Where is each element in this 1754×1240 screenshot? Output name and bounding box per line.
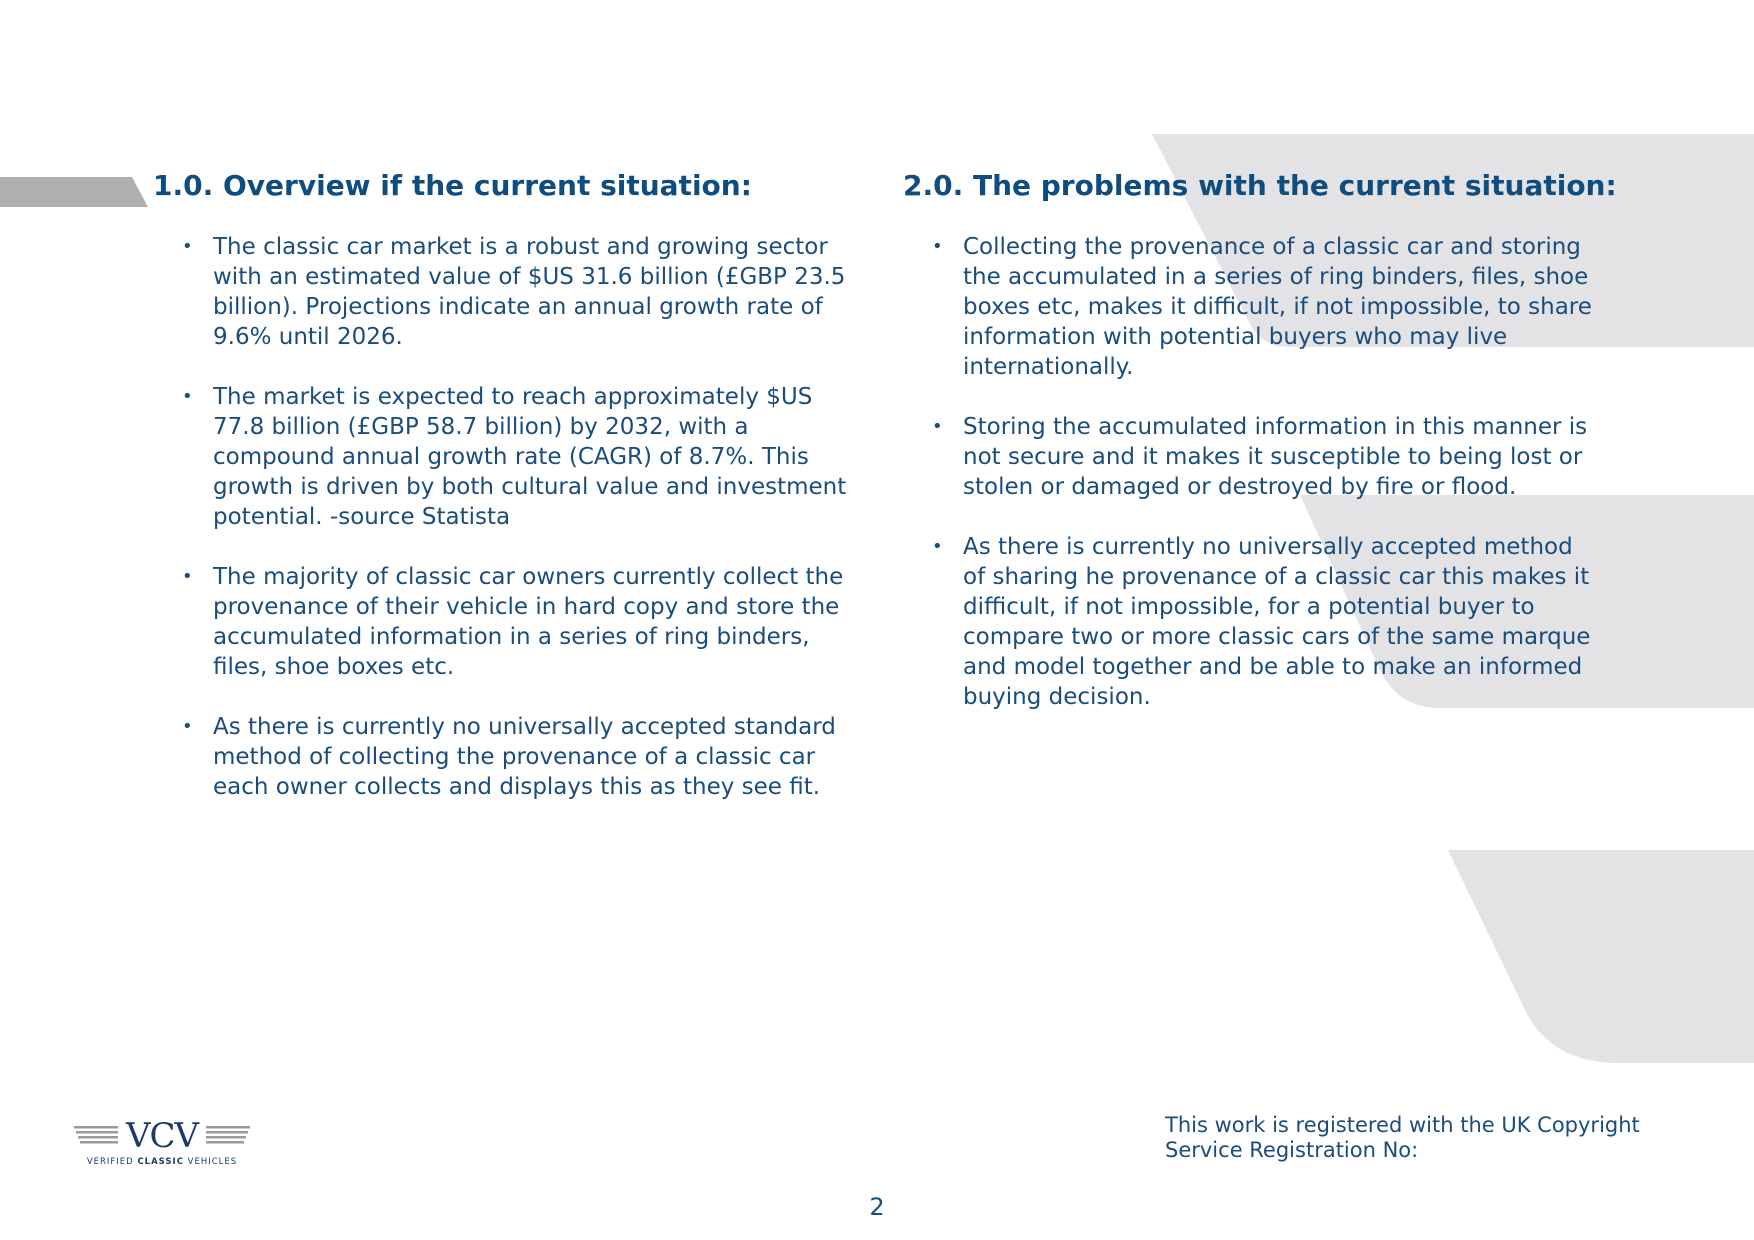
bullet-icon: • [182, 716, 193, 737]
bullet-icon: • [182, 236, 193, 257]
page-number: 2 [869, 1193, 885, 1221]
bullet-text: Collecting the provenance of a classic car and storing the accumulated in a series of ring binders, files, shoe boxes etc, makes it difficult, if not impossible, to share information with potential buyers who may live internationally. [963, 234, 1592, 380]
logo-tagline: VERIFIED CLASSIC VEHICLES [86, 1157, 238, 1167]
bullet-item [930, 412, 1610, 502]
bullet-text: Storing the accumulated information in this manner is not secure and it makes it susceptible to being lost or stolen or damaged or destroyed by fire or flood. [963, 414, 1588, 500]
copyright-line-1: This work is registered with the UK Copyright [1165, 1113, 1640, 1137]
bullet-icon: • [932, 236, 943, 257]
bullet-icon: • [182, 566, 193, 587]
bullet-text: The majority of classic car owners currently collect the provenance of their vehicle in hard copy and store the accumulated information in a series of ring binders, files, shoe boxes etc. [213, 564, 844, 680]
bullet-text: The market is expected to reach approximately $US 77.8 billion (£GBP 58.7 billion) by 2032, with a compound annual growth rate (CAGR) of 8.7%. This growth is driven by both cultural value and investment potential. -source Statista [213, 384, 847, 530]
bullet-text: As there is currently no universally accepted standard method of collecting the provenance of a classic car each owner collects and displays this as they see fit. [213, 714, 836, 800]
section-2-title: 2.0. The problems with the current situation: [903, 169, 1617, 202]
section-2-bullet-list [930, 232, 1610, 742]
vcv-logo [72, 1108, 252, 1168]
logo-stripes-left [74, 1126, 118, 1144]
bullet-text: As there is currently no universally accepted method of sharing he provenance of a classic car this makes it difficult, if not impossible, for a potential buyer to compare two or more classic cars of the same marque and model together and be able to make an informed buying decision. [963, 534, 1591, 710]
bullet-icon: • [182, 386, 193, 407]
bullet-item [180, 562, 860, 682]
bullet-item [180, 382, 860, 532]
logo-stripes-right [206, 1126, 250, 1144]
bullet-icon: • [932, 536, 943, 557]
copyright-notice [1165, 1113, 1685, 1163]
bullet-text: The classic car market is a robust and growing sector with an estimated value of $US 31.6 billion (£GBP 23.5 billion). Projections indicate an annual growth rate of 9.6% until 2026. [213, 234, 846, 350]
bullet-item [930, 232, 1610, 382]
logo-lettering: VCV [125, 1116, 199, 1156]
accent-bar [0, 177, 148, 207]
bullet-item [180, 712, 860, 802]
section-1-title: 1.0. Overview if the current situation: [153, 169, 752, 202]
bullet-icon: • [932, 416, 943, 437]
section-1-bullet-list [180, 232, 860, 832]
bullet-item [180, 232, 860, 352]
copyright-line-2: Service Registration No: [1165, 1138, 1419, 1162]
bullet-item [930, 532, 1610, 712]
bg-shape-bottom [1448, 850, 1754, 1063]
